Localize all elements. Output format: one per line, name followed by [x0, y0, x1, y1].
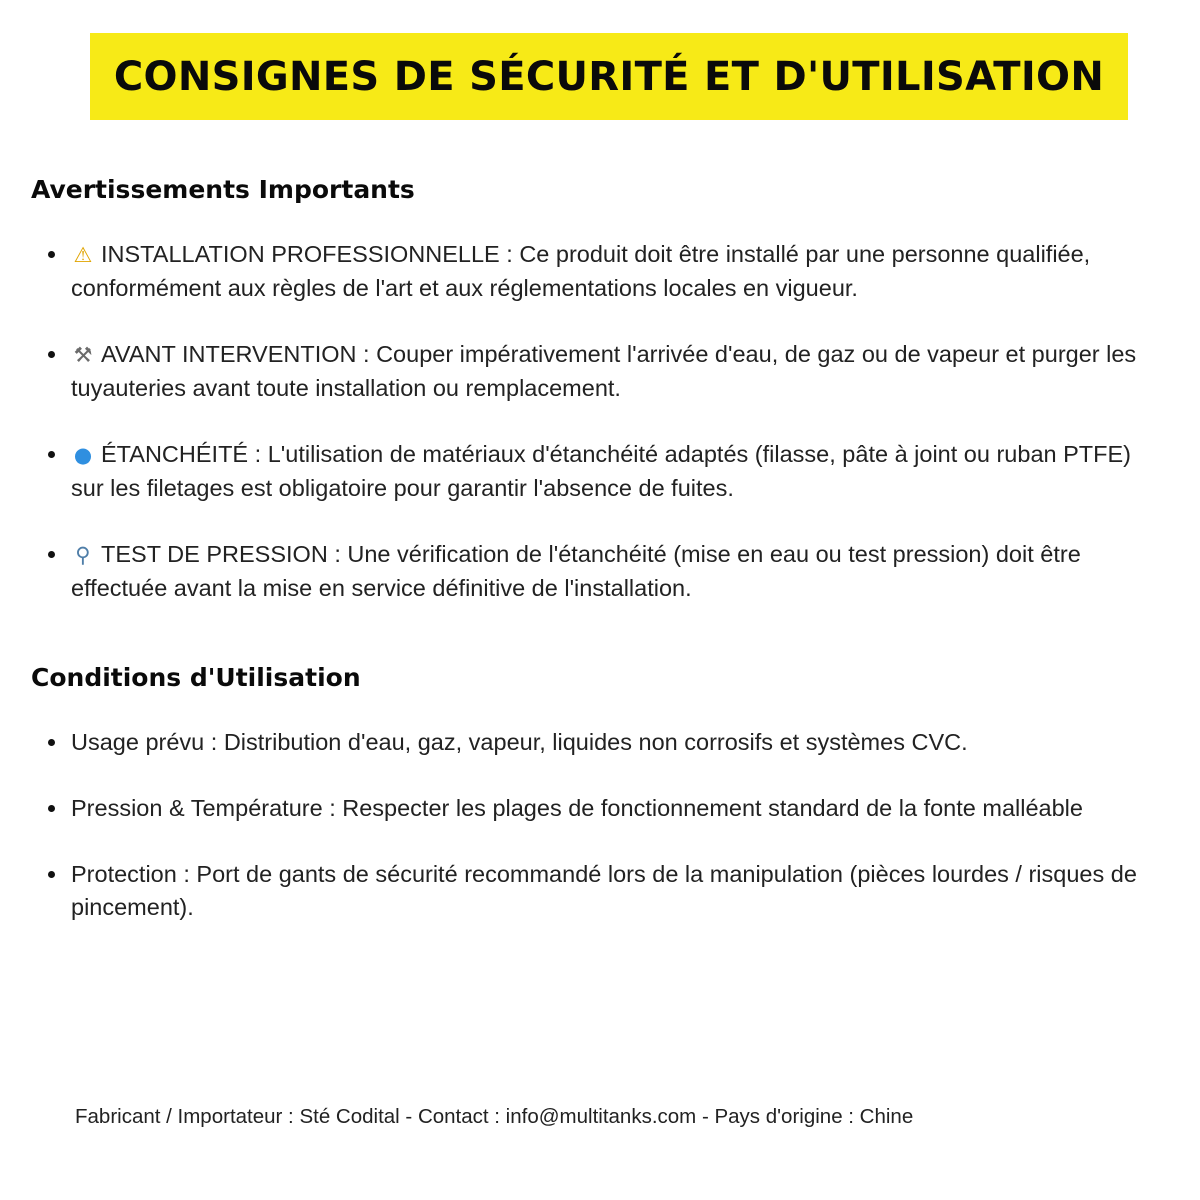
bullet-icon: [48, 551, 55, 558]
list-item: [31, 792, 1141, 825]
tools-icon: ⚒: [73, 343, 93, 367]
conditions-heading: Conditions d'Utilisation: [31, 663, 361, 692]
list-item: [31, 858, 1141, 924]
page-title: CONSIGNES DE SÉCURITÉ ET D'UTILISATION: [113, 53, 1105, 100]
bullet-icon: [48, 251, 55, 258]
bullet-icon: [48, 451, 55, 458]
list-item: [31, 438, 1141, 505]
condition-item-text: Pression & Température : Respecter les plages de fonctionnement standard de la fonte malléable: [71, 795, 1083, 821]
list-item: [31, 238, 1141, 305]
bullet-icon: [48, 739, 55, 746]
bullet-icon: [48, 805, 55, 812]
list-item: [31, 338, 1141, 405]
list-item: [31, 538, 1141, 605]
warning-item-text: INSTALLATION PROFESSIONNELLE : Ce produit doit être installé par une personne qualifiée, conformément aux règles de l'art et aux réglementations locales en vigueur.: [71, 241, 1091, 301]
title-banner: [90, 33, 1128, 120]
warning-item-text: TEST DE PRESSION : Une vérification de l'étanchéité (mise en eau ou test pression) doit être effectuée avant la mise en service définitive de l'installation.: [71, 541, 1081, 601]
water-drop-icon: ●: [73, 443, 93, 467]
warnings-list: [31, 238, 1141, 605]
manufacturer-footer: Fabricant / Importateur : Sté Codital - Contact : info@multitanks.com - Pays d'origine : Chine: [75, 1105, 914, 1128]
warning-icon: ⚠: [73, 243, 93, 267]
warnings-heading: Avertissements Importants: [31, 175, 415, 204]
warning-item-text: AVANT INTERVENTION : Couper impérativement l'arrivée d'eau, de gaz ou de vapeur et purger les tuyauteries avant toute installation ou remplacement.: [71, 341, 1137, 401]
bullet-icon: [48, 871, 55, 878]
condition-item-text: Usage prévu : Distribution d'eau, gaz, vapeur, liquides non corrosifs et systèmes CVC.: [71, 729, 968, 755]
list-item: [31, 726, 1141, 759]
condition-item-text: Protection : Port de gants de sécurité recommandé lors de la manipulation (pièces lourdes / risques de pincement).: [71, 861, 1137, 920]
conditions-section: [31, 663, 1141, 957]
conditions-list: [31, 726, 1141, 924]
bullet-icon: [48, 351, 55, 358]
warnings-section: [31, 175, 1141, 638]
warning-item-text: ÉTANCHÉITÉ : L'utilisation de matériaux d'étanchéité adaptés (filasse, pâte à joint ou ruban PTFE) sur les filetages est obligatoire pour garantir l'absence de fuites.: [71, 441, 1131, 501]
magnifying-glass-icon: ⚲: [75, 543, 91, 567]
